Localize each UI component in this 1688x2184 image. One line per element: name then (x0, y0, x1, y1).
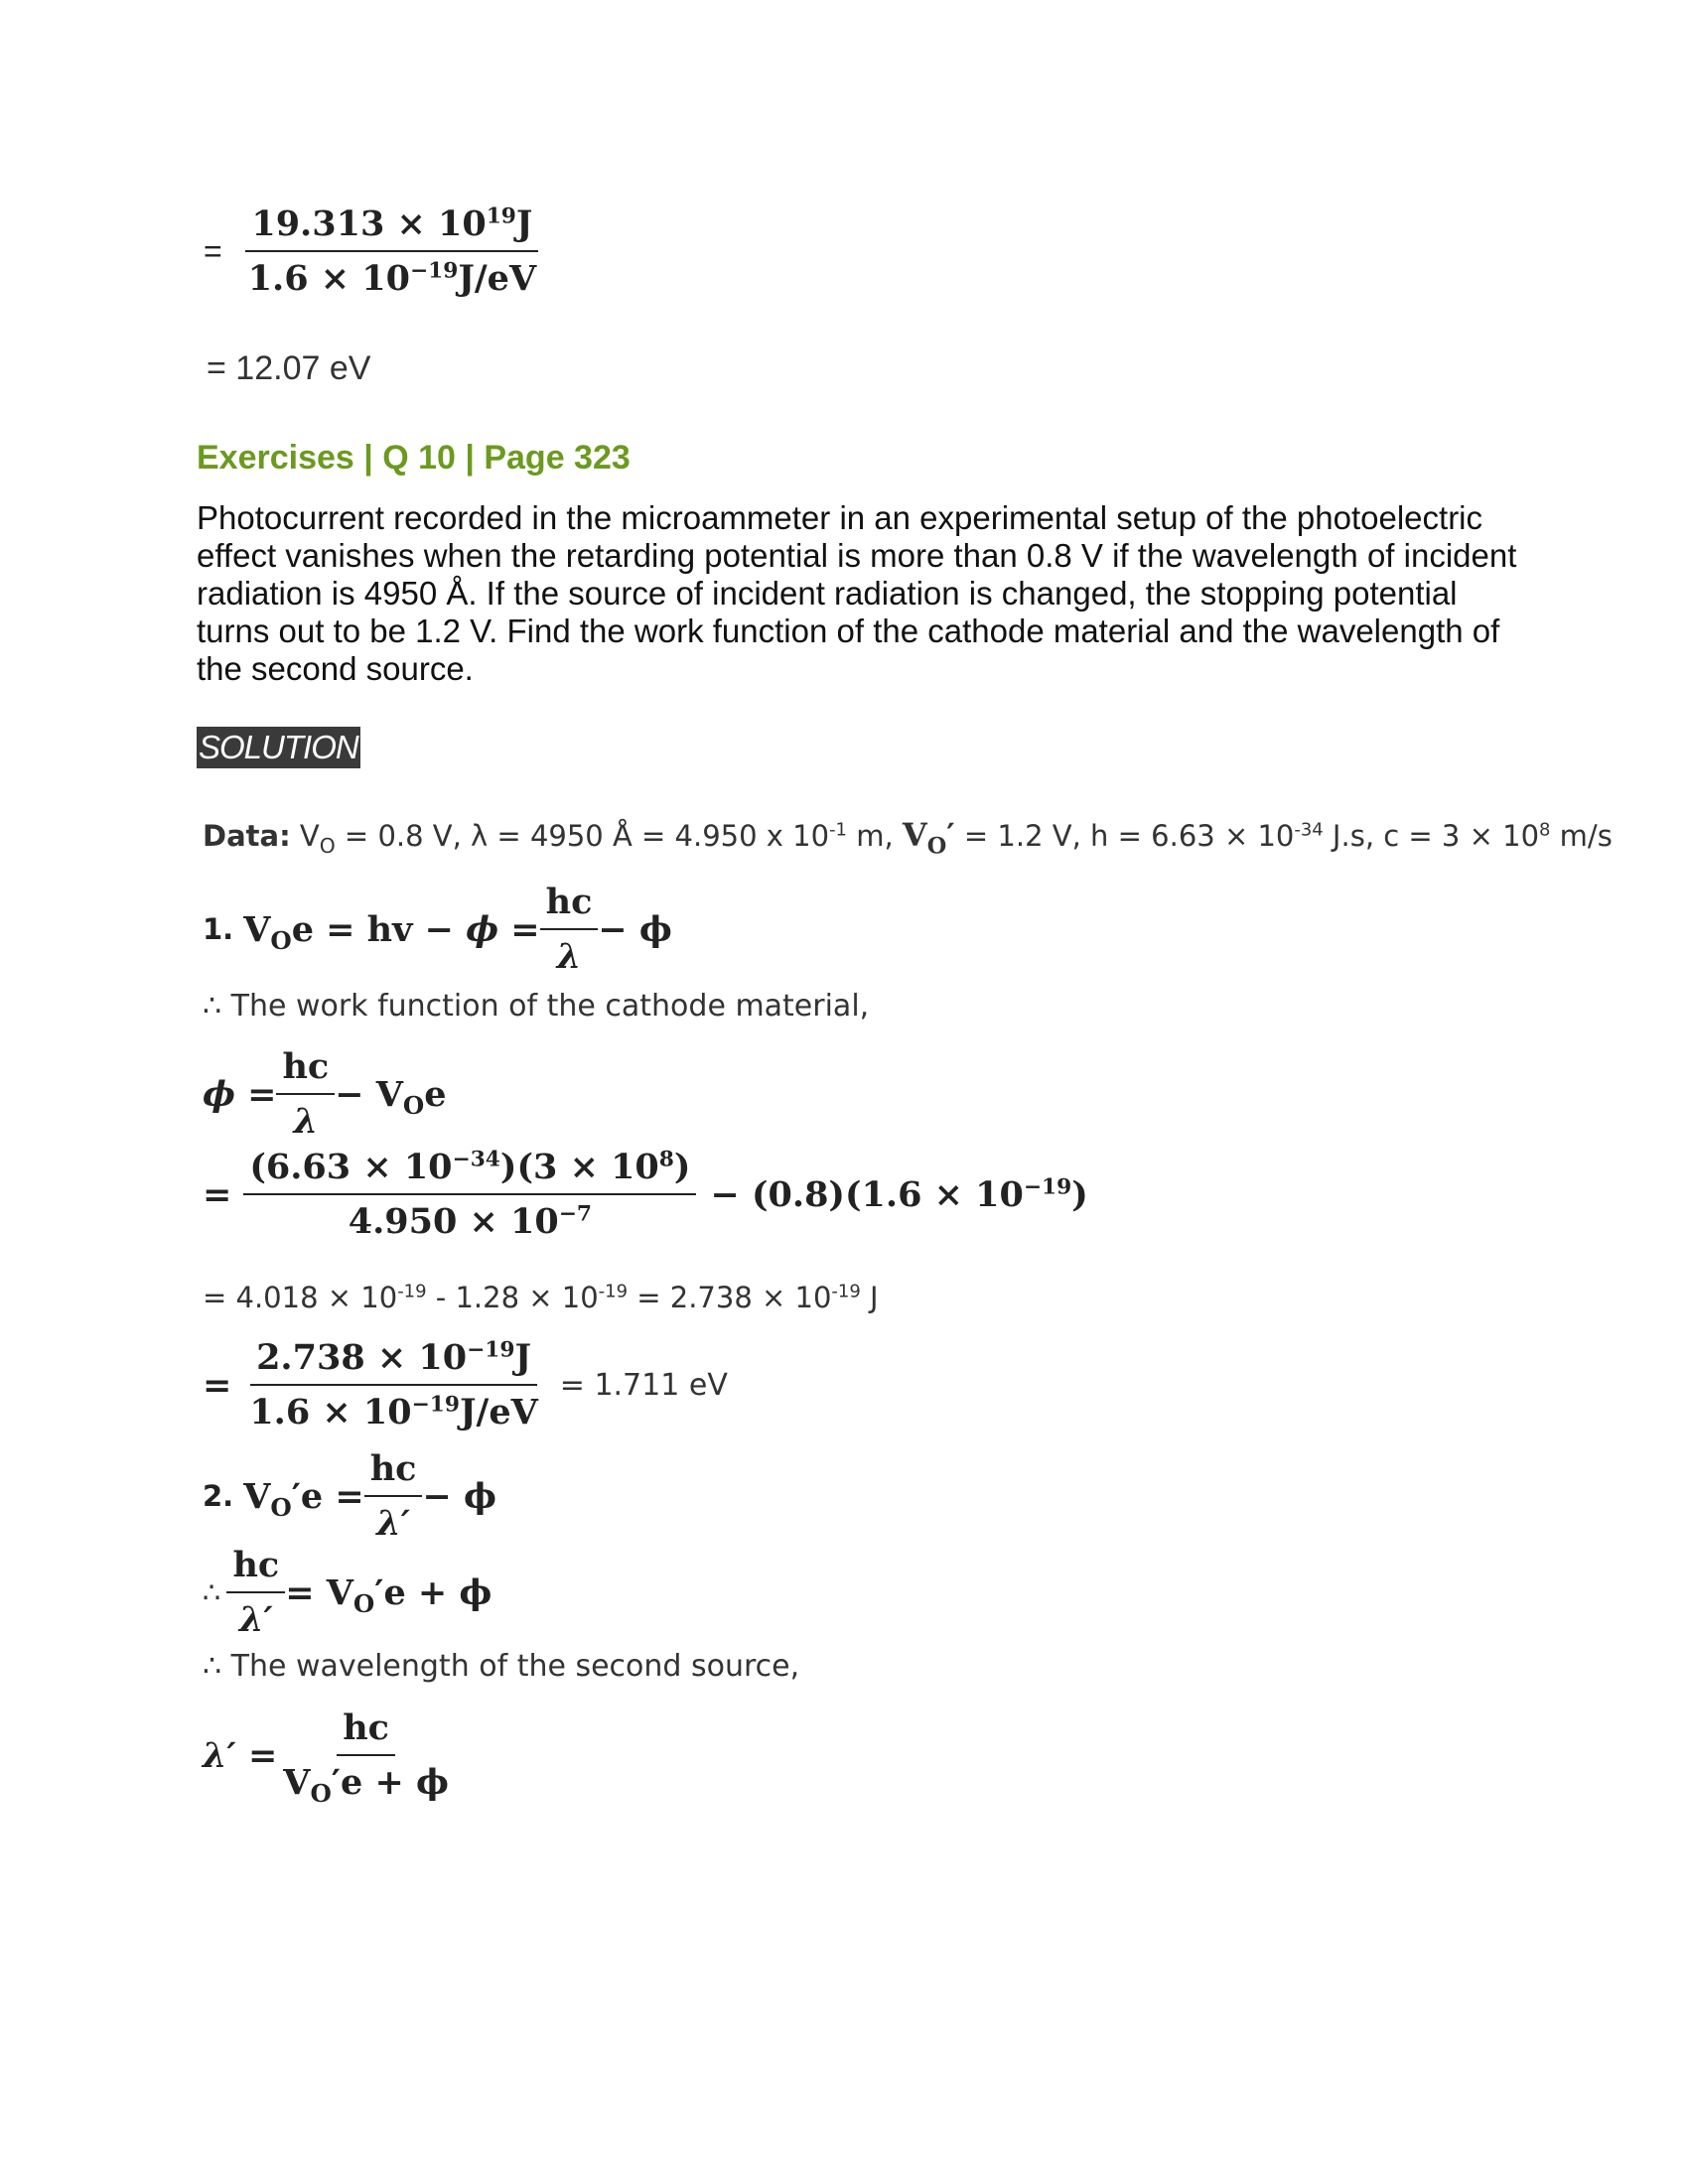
phi-fraction (276, 1046, 335, 1142)
calc3-denominator (243, 1386, 543, 1433)
step2b-rhs (285, 1571, 492, 1618)
step2b-fraction (226, 1545, 285, 1640)
step1-fraction-numerator: hc (540, 882, 599, 930)
step2b-rhs-v: = V (285, 1571, 353, 1613)
calc3-num-unit: J (514, 1337, 531, 1378)
calc1-den-exp: −7 (558, 1201, 593, 1227)
step2-e-equals: ′e = (291, 1475, 364, 1517)
step1-v: V (243, 908, 271, 950)
equals-sign: = (204, 232, 222, 269)
calc3-num-a: 2.738 × 10 (256, 1337, 468, 1378)
top-fraction (242, 204, 542, 299)
calc1-num-a: (6.63 × 10 (249, 1147, 453, 1187)
step1-label: 1. (203, 912, 234, 946)
data-values-1: = 0.8 V, λ = 4950 Å = 4.950 x 10 (335, 819, 830, 853)
calc3-den-unit: J/eV (459, 1392, 538, 1433)
phi-rhs-v: − V (335, 1073, 403, 1115)
final-fraction-denominator (277, 1756, 455, 1808)
phi-fraction-numerator: hc (276, 1046, 335, 1095)
calc3-fraction (243, 1337, 543, 1433)
calc2-line (203, 1281, 879, 1314)
v0-symbol: V (299, 819, 320, 853)
calc1-num-b: )(3 × 10 (499, 1147, 659, 1187)
step2-v-subscript: O (270, 1492, 292, 1522)
step1-phi: ϕ (466, 908, 499, 950)
calc2-c: = 2.738 × 10 (628, 1281, 832, 1314)
step1-lhs (243, 908, 540, 955)
data-label: Data: (203, 819, 291, 853)
top-result: = 12.07 eV (207, 349, 371, 387)
calc1-tail-exp: −19 (1023, 1173, 1072, 1199)
numerator-unit: J (515, 204, 533, 244)
calc3-num-exp: −19 (467, 1337, 515, 1363)
text-second-wavelength: ∴ The wavelength of the second source, (203, 1649, 800, 1684)
calc2-exp1: -19 (397, 1281, 427, 1302)
phi-equation (203, 1046, 447, 1142)
v0-prime-symbol (902, 816, 955, 860)
step2-v: V (243, 1475, 271, 1517)
calc3-equals: = (203, 1364, 232, 1406)
step2-label: 2. (203, 1479, 234, 1513)
step1-v-subscript: O (270, 925, 292, 955)
numerator-exponent: 19 (486, 204, 516, 229)
final-fraction-numerator: hc (337, 1707, 395, 1756)
calc2-a: = 4.018 × 10 (203, 1281, 398, 1314)
denominator-unit: J/eV (458, 258, 537, 299)
step1-fraction-denominator: λ (556, 936, 582, 977)
final-lhs: λ′ = (203, 1734, 278, 1776)
calc1-num-exp1: −34 (452, 1147, 500, 1172)
calc3-result: = 1.711 eV (559, 1367, 728, 1403)
calc1-tail-a: − (0.8)(1.6 × 10 (710, 1173, 1024, 1215)
phi-fraction-denominator: λ (293, 1101, 319, 1142)
calc1-fraction (243, 1147, 696, 1242)
step2-lhs (243, 1475, 364, 1522)
phi-lhs: ϕ = (203, 1073, 277, 1115)
data-values-3: J.s, c = 3 × 10 (1323, 819, 1540, 853)
data-unit-ms: m/s (1550, 819, 1613, 853)
solution-label: SOLUTION (197, 727, 360, 768)
step2-equation (203, 1448, 496, 1544)
step1-minus-phi: − ϕ (598, 908, 672, 950)
step1-fraction (540, 882, 599, 977)
v0-subscript: O (319, 833, 336, 858)
data-unit-m: m, (847, 819, 903, 853)
data-exp-1: -1 (829, 819, 847, 841)
denominator-base: 1.6 × 10 (247, 258, 410, 299)
v0-prime-subscript: O (926, 833, 947, 860)
calc3-den-a: 1.6 × 10 (249, 1392, 412, 1433)
step2-minus-phi: − ϕ (422, 1475, 496, 1517)
calc1-num-c: ) (673, 1147, 691, 1187)
calc1-numerator (243, 1147, 696, 1195)
step2b-equation (203, 1545, 492, 1640)
top-fraction-denominator (242, 252, 542, 299)
phi-rhs (335, 1073, 447, 1120)
calc2-b: - 1.28 × 10 (426, 1281, 599, 1314)
calc3-numerator (250, 1337, 537, 1386)
data-exp-2: -34 (1294, 819, 1324, 841)
calc2-exp2: -19 (598, 1281, 629, 1302)
denominator-exponent: −19 (409, 258, 459, 284)
step2-fraction-numerator: hc (364, 1448, 423, 1497)
step2-fraction-denominator: λ′ (376, 1503, 410, 1544)
calc3-equation (203, 1337, 728, 1433)
step2b-rhs-subscript: O (352, 1588, 375, 1618)
calc1-equation (203, 1147, 1088, 1242)
step2b-fraction-numerator: hc (226, 1545, 285, 1593)
calc2-exp3: -19 (831, 1281, 861, 1302)
calc1-denominator (343, 1195, 598, 1242)
phi-rhs-e: e (424, 1073, 447, 1115)
step1-equals: = (498, 908, 540, 950)
calc1-tail-b: ) (1071, 1173, 1088, 1215)
calc1-equals: = (203, 1173, 232, 1215)
final-fraction (277, 1707, 455, 1808)
calc1-den-a: 4.950 × 10 (348, 1201, 559, 1242)
final-equation (203, 1707, 455, 1808)
question-text: Photocurrent recorded in the microammeter in an experimental setup of the photoelectric effect vanishes when the retarding potential is more than 0.8 V if the wavelength of incident radiation is 4950 Å. If the source of incident radiation is changed, the stopping potential turns out to be 1.2 V. Find the work function of the cathode material and the wavelength of the second source. (197, 499, 1517, 687)
data-values-2: = 1.2 V, h = 6.63 × 10 (954, 819, 1295, 853)
v0-prime-base: V (902, 816, 927, 854)
step1-e-hv: e = hv − (291, 908, 467, 950)
step2b-fraction-denominator: λ′ (238, 1599, 273, 1640)
data-line (203, 816, 1613, 860)
step2b-rhs-tail: ′e + ϕ (374, 1571, 492, 1613)
top-fraction-equation (204, 204, 542, 299)
calc2-d: J (860, 1281, 879, 1314)
final-den-tail: ′e + ϕ (331, 1762, 449, 1803)
calc1-tail (710, 1174, 1087, 1215)
calc1-num-exp2: 8 (658, 1147, 674, 1172)
step2-fraction (364, 1448, 423, 1544)
final-den-v: V (283, 1762, 311, 1803)
final-den-subscript: O (310, 1779, 332, 1808)
calc3-den-exp: −19 (411, 1392, 460, 1418)
therefore-symbol: ∴ (203, 1575, 221, 1609)
v0-prime-mark: ′ (946, 816, 955, 854)
question-heading: Exercises | Q 10 | Page 323 (197, 439, 631, 477)
phi-rhs-subscript: O (402, 1090, 425, 1120)
data-exp-3: 8 (1539, 819, 1551, 841)
text-work-function: ∴ The work function of the cathode material, (203, 989, 870, 1024)
top-fraction-numerator (245, 204, 538, 252)
step1-equation (203, 882, 672, 977)
numerator-base: 19.313 × 10 (251, 204, 487, 244)
